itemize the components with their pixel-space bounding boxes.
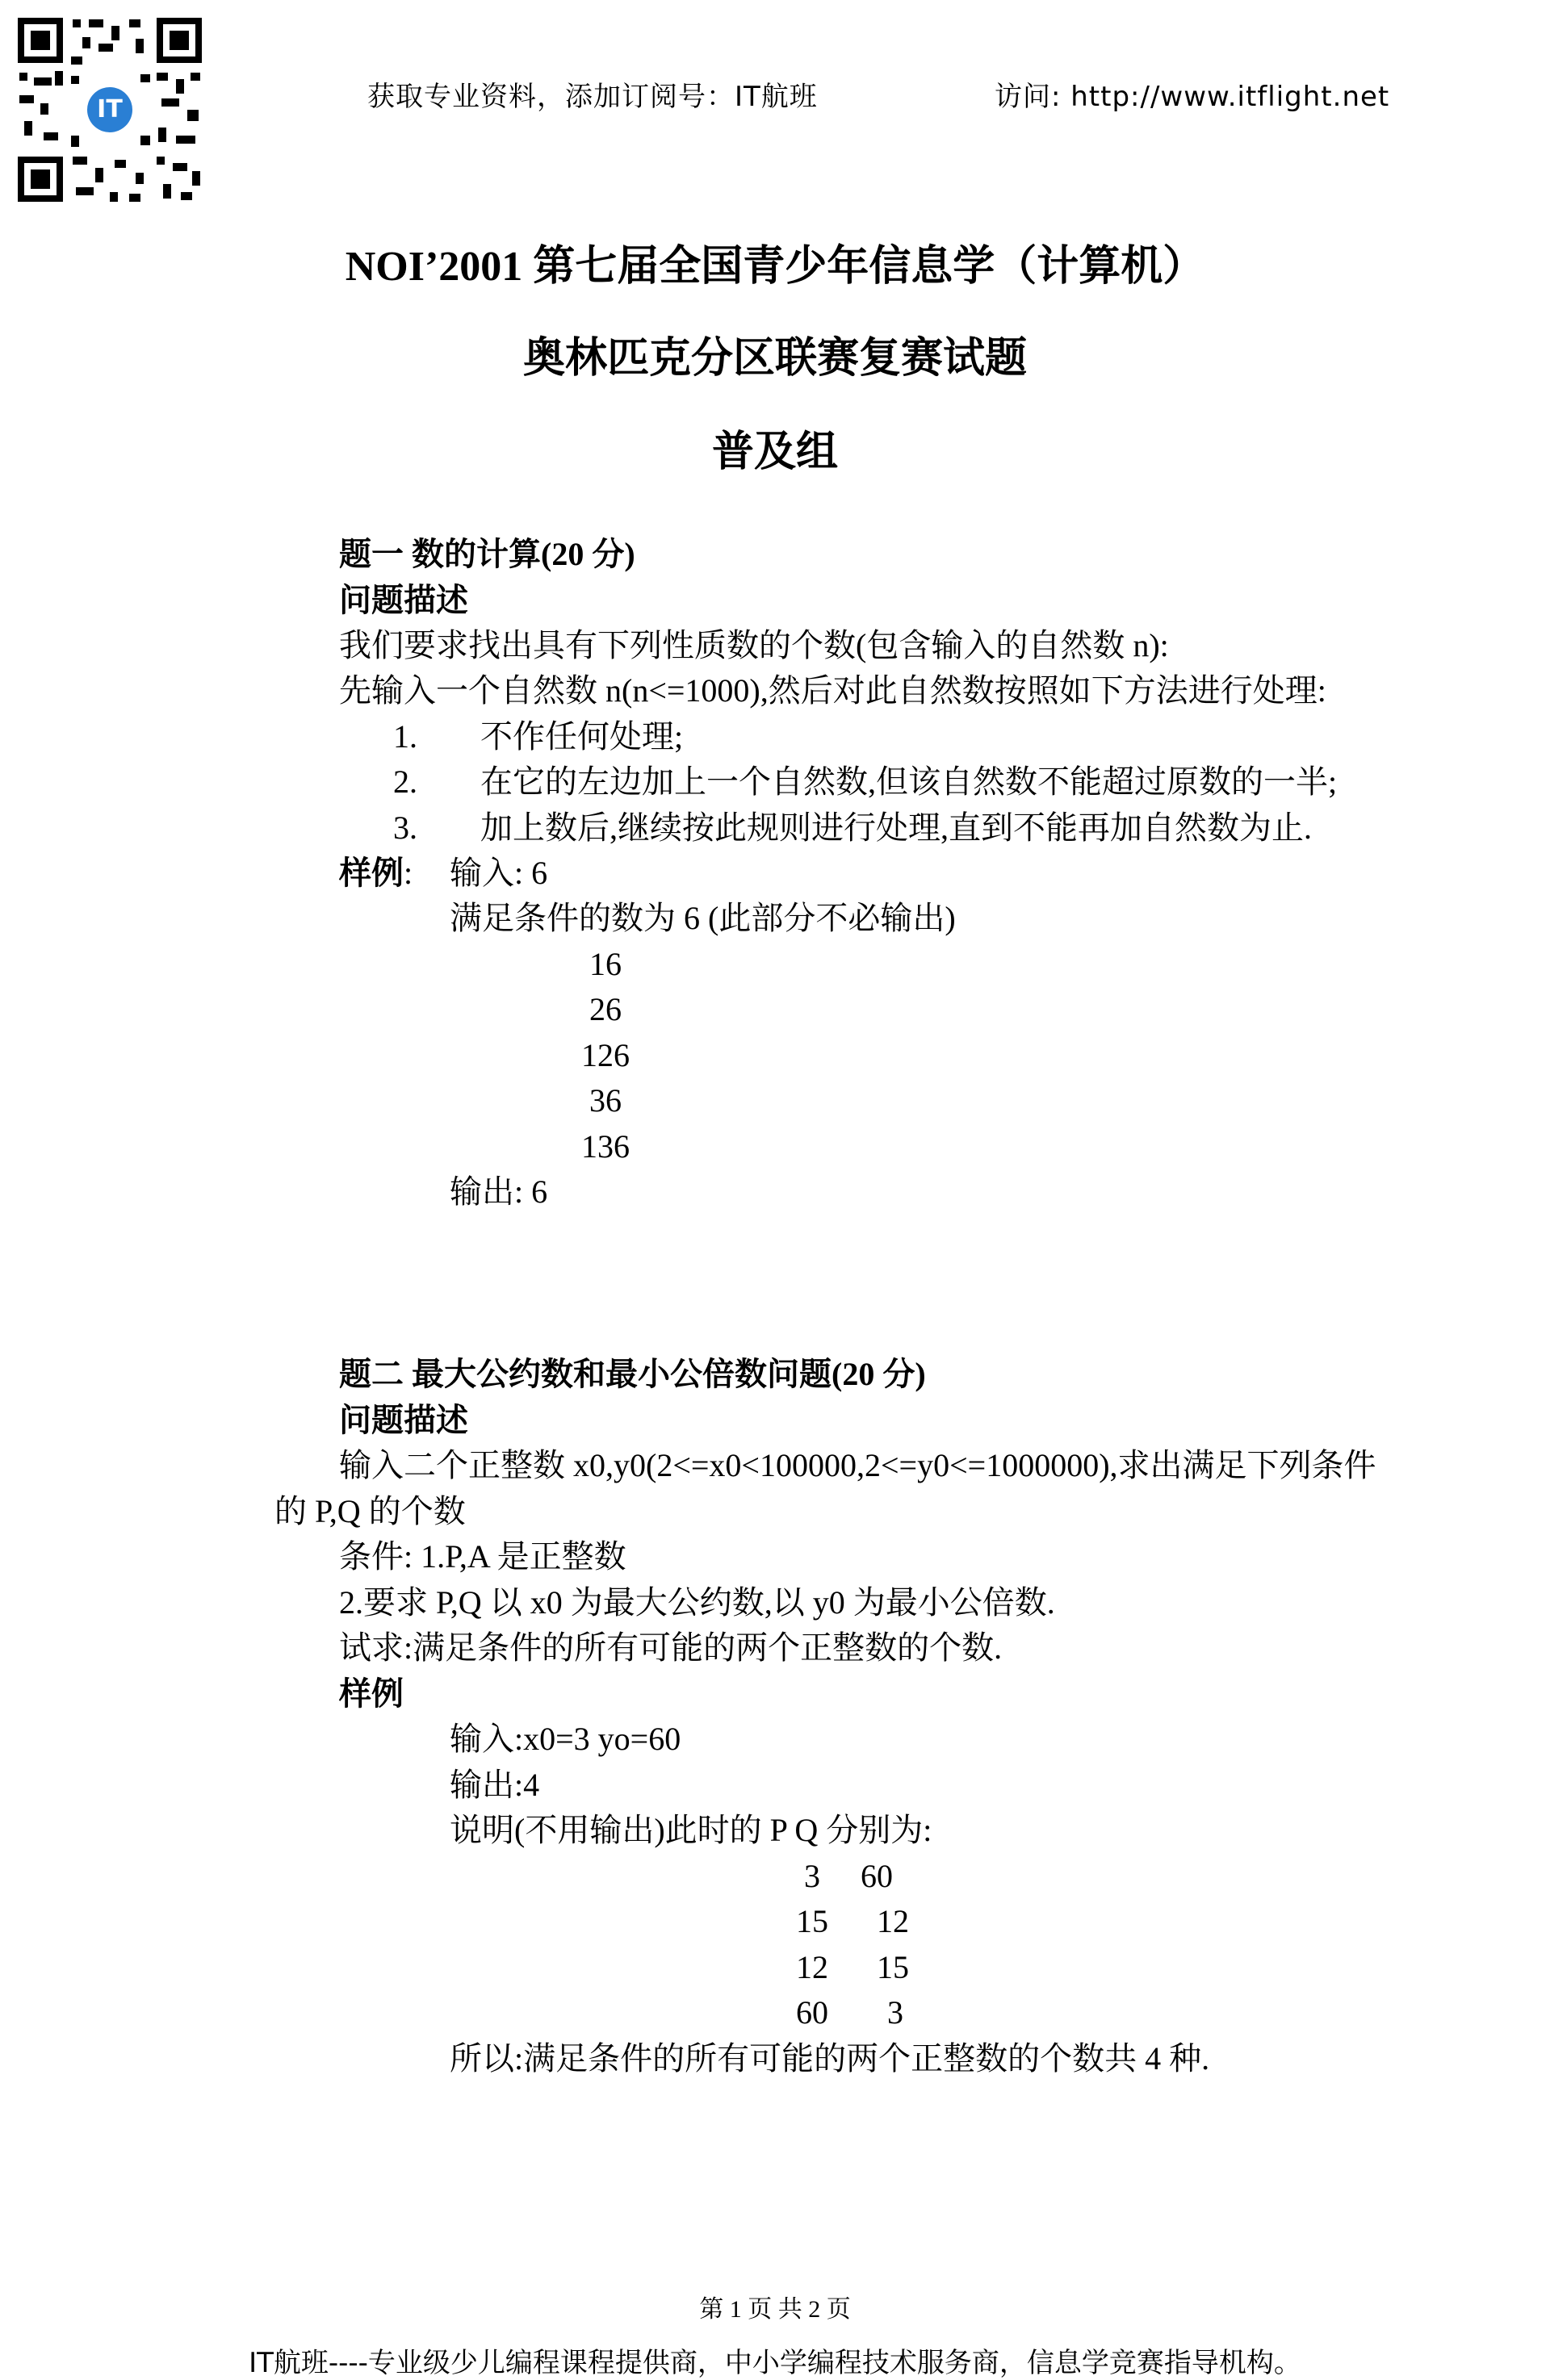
qr-code-icon	[15, 15, 205, 205]
problem1-desc-line2: 先输入一个自然数 n(n<=1000),然后对此自然数按照如下方法进行处理:	[339, 672, 1326, 709]
sample-number: 126	[581, 1037, 630, 1073]
problem1-satisfy-text: 满足条件的数为 6 (此部分不必输出)	[450, 900, 956, 936]
page-number: 第 1 页 共 2 页	[699, 2296, 851, 2323]
problem2-desc-line1: 输入二个正整数 x0,y0(2<=x0<100000,2<=y0<=1000000),求出满足下列条件	[339, 1447, 1376, 1483]
problem1-sample-row	[339, 851, 413, 896]
rule-number: 3.	[393, 809, 417, 846]
problem2-sample-label: 样例	[339, 1675, 404, 1712]
problem1-heading: 题一 数的计算(20 分)	[339, 536, 635, 572]
sample-number: 36	[589, 1082, 622, 1119]
sample-number: 136	[581, 1128, 630, 1165]
problem2-sample-input: 输入:x0=3 yo=60	[450, 1721, 681, 1757]
problem2-ask: 试求:满足条件的所有可能的两个正整数的个数.	[339, 1629, 1003, 1666]
problem1-sample-colon: :	[404, 855, 413, 891]
page-title: NOI’2001 第七届全国青少年信息学（计算机）	[345, 244, 1205, 290]
problem1-sample-output: 输出: 6	[450, 1173, 548, 1210]
problem1-desc-line1: 我们要求找出具有下列性质数的个数(包含输入的自然数 n):	[339, 627, 1169, 663]
problem2-conclusion: 所以:满足条件的所有可能的两个正整数的个数共 4 种.	[450, 2040, 1210, 2077]
problem2-heading: 题二 最大公约数和最小公倍数问题(20 分)	[339, 1356, 926, 1392]
problem2-sample-output: 输出:4	[450, 1767, 540, 1803]
pair-q: 60	[861, 1858, 893, 1894]
rule-number: 1.	[393, 718, 417, 755]
pair-q: 12	[877, 1903, 909, 1939]
problem2-desc-heading: 问题描述	[339, 1402, 468, 1438]
header-website-link[interactable]: 访问: http://www.itflight.net	[995, 81, 1390, 113]
pair-p: 60	[796, 1994, 828, 2031]
rule-number: 2.	[393, 763, 417, 800]
problem1-sample-label: 样例	[339, 855, 404, 891]
problem2-condition-2: 2.要求 P,Q 以 x0 为最大公约数,以 y0 为最小公倍数.	[339, 1584, 1055, 1621]
problem2-condition-1: 条件: 1.P,A 是正整数	[339, 1538, 626, 1575]
rule-text: 不作任何处理;	[480, 718, 684, 755]
rule-text: 加上数后,继续按此规则进行处理,直到不能再加自然数为止.	[480, 809, 1312, 846]
problem2-desc-line2: 的 P,Q 的个数	[274, 1493, 466, 1529]
pair-p: 12	[796, 1949, 828, 1985]
problem2-explain: 说明(不用输出)此时的 P Q 分别为:	[450, 1812, 932, 1848]
pair-q: 3	[887, 1994, 903, 2031]
problem1-desc-heading: 问题描述	[339, 582, 468, 618]
page-subtitle: 奥林匹克分区联赛复赛试题	[522, 336, 1027, 382]
header-subscribe-text: 获取专业资料，添加订阅号：IT航班	[367, 81, 818, 113]
sample-number: 16	[589, 946, 622, 982]
footer-note: IT航班----专业级少儿编程课程提供商，中小学编程技术服务商，信息学竞赛指导机构。	[249, 2347, 1301, 2379]
pair-p: 3	[804, 1858, 820, 1894]
page-group-title: 普及组	[711, 429, 838, 475]
qr-logo-text: IT	[97, 95, 123, 123]
sample-number: 26	[589, 991, 622, 1027]
pair-q: 15	[877, 1949, 909, 1985]
pair-p: 15	[796, 1903, 828, 1939]
problem1-sample-input: 输入: 6	[450, 855, 548, 891]
rule-text: 在它的左边加上一个自然数,但该自然数不能超过原数的一半;	[480, 763, 1338, 800]
